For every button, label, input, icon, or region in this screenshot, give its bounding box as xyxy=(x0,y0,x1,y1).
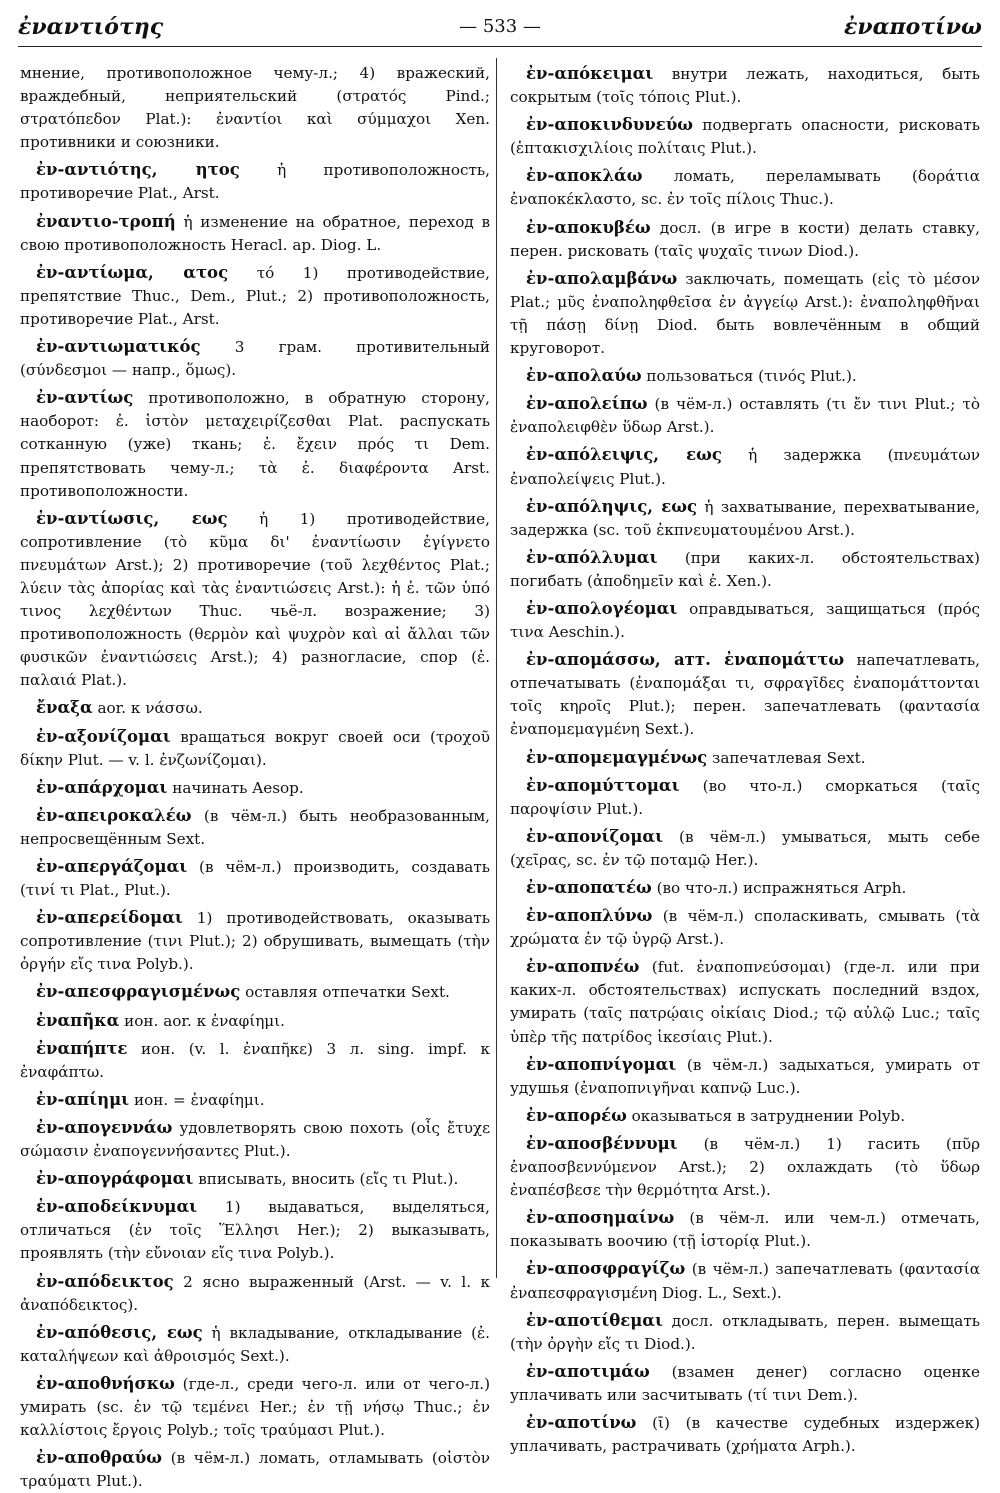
entry-definition: начинать Aesop. xyxy=(172,778,304,797)
dictionary-entry xyxy=(20,261,490,331)
entry-lemma: ἐν-απεργάζομαι xyxy=(36,857,188,876)
dictionary-entry xyxy=(510,825,980,872)
entry-definition: (в чём-л.) ломать, отламывать (οἰστὸν τραύματι Plut.). xyxy=(20,1449,490,1491)
entry-definition: (где-л., среди чего-л. или от чего-л.) умирать (sc. ἐν τῷ τεμένει Her.; ἐν τῇ νήσῳ Thuc.; ἐν καλλίστοις ἔργοις Polyb.; τοῖς τραύμασι Plut.). xyxy=(20,1374,491,1440)
dictionary-entry xyxy=(510,1360,980,1407)
entry-lemma: ἐν-αποπνίγομαι xyxy=(526,1054,677,1074)
entry-definition: досл. откладывать, перен. вымещать (τὴν ὀργὴν εἴς τι Diod.). xyxy=(510,1311,980,1353)
entry-lemma: ἐν-απολαμβάνω xyxy=(526,268,678,288)
entry-lemma: ἐν-αποκινδυνεύω xyxy=(526,115,693,135)
entry-definition: вписывать, вносить (εἴς τι Plut.). xyxy=(198,1170,459,1189)
entry-definition: (fut. ἐναποπνεύσομαι) (где-л. или при каких-л. обстоятельствах) испускать последний вздох, умирать (ταῖς πατρῴαις οἰκίαις Diod.; τῷ αὐλῷ Luc.; ταῖς ὑπὲρ τῆς πατρίδος ἱκεσίαις Plut.). xyxy=(510,958,981,1046)
entry-definition: ион. aor. к ἐναφίημι. xyxy=(124,1011,285,1030)
entry-lemma: ἐν-απολογέομαι xyxy=(526,598,678,618)
dictionary-entry xyxy=(510,746,980,770)
dictionary-entry xyxy=(20,1372,490,1442)
entry-lemma: ἐν-αντιωματικός xyxy=(36,337,201,357)
entry-lemma: ἐν-απάρχομαι xyxy=(36,777,168,797)
entry-definition: оправдываться, защищаться (πρός τινα Aeschin.). xyxy=(510,599,980,642)
dictionary-entry xyxy=(20,1195,490,1265)
entry-lemma: ἐν-απόλλυμαι xyxy=(526,547,658,567)
entry-lemma: ἔναξα xyxy=(36,698,93,718)
entry-definition: ἡ вкладывание, откладывание (ἐ. καταλήψεων καὶ ἀθροισμός Sext.). xyxy=(20,1323,490,1365)
dictionary-entry xyxy=(510,164,980,211)
entry-definition: внутри лежать, находиться, быть сокрытым (τοῖς τόποις Plut.). xyxy=(510,65,980,107)
dictionary-entry xyxy=(510,1309,980,1356)
entry-definition: (в чём-л.) 1) гасить (πῦρ ἐναποσβεννύμενον Arst.); 2) охлаждать (τὸ ὕδωρ ἐναπέσβεσε τὴν θερμότητα Arst.). xyxy=(510,1134,980,1200)
dictionary-entry xyxy=(510,955,980,1048)
dictionary-entry xyxy=(20,386,490,502)
entry-definition: (в чём-л.) умываться, мыть себе (χεῖρας, sc. ἐν τῷ ποταμῷ Her.). xyxy=(510,827,980,869)
dictionary-entry xyxy=(20,1321,490,1368)
entry-lemma: ἐν-απόθεσις, εως xyxy=(36,1322,203,1342)
entry-lemma: ἐναπήπτε xyxy=(36,1038,128,1058)
dictionary-entry xyxy=(20,1088,490,1112)
entry-definition: (в чём-л.) быть необразованным, непросвещённым Sext. xyxy=(20,806,491,848)
entry-lemma: ἐν-απορέω xyxy=(526,1105,627,1125)
entry-definition: (в чём-л. или чем-л.) отмечать, показывать воочию (τῇ ἱστορίᾳ Plut.). xyxy=(510,1209,980,1251)
entry-definition: запечатлевая Sext. xyxy=(712,748,866,767)
dictionary-entry xyxy=(510,443,980,490)
dictionary-entry xyxy=(510,216,980,263)
dictionary-entry xyxy=(510,1053,980,1100)
entry-lemma: ἐν-απονίζομαι xyxy=(526,826,664,846)
entry-lemma: ἐν-αξονίζομαι xyxy=(36,726,171,746)
dictionary-entry xyxy=(20,906,490,976)
header-right-headword: ἐναποτίνω xyxy=(843,14,982,40)
entry-definition: ἡ 1) противодействие, сопротивление (τὸ κῦμα δι' ἐναντίωσιν ἐγίγνετο πνευμάτων Arst.); 2) противоречие (τοῦ λεχθέντος Plat.; λύειν τὰς ἀπορίας καὶ τὰς ἐναντιώσεις Arst.): ἡ ἐ. τῶν ὑπό τινος λεχθέντων Thuc. чьё-л. возражение; 3) противоположность (θερμὸν καὶ ψυχρὸν καὶ αἱ ἄλλαι τῶν φυσικῶν ἐναντιώσεις Arst.); 4) разногласие, спор (ἐ. παλαιά Plat.). xyxy=(20,509,490,690)
entry-lemma: ἐν-αποκυβέω xyxy=(526,217,651,237)
entry-lemma: ἐν-απογεννάω xyxy=(36,1117,173,1137)
dictionary-entry xyxy=(510,1132,980,1202)
entry-lemma: ἐν-απερείδομαι xyxy=(36,908,183,928)
dictionary-entry xyxy=(20,1167,490,1191)
dictionary-entry xyxy=(20,1446,490,1493)
entry-definition: (в чём-л.) производить, создавать (τινί τι Plat., Plut.). xyxy=(20,858,490,900)
entry-definition: (в чём-л.) запечатлевать (φαντασία ἐναπεσφραγισμένη Diog. L., Sext.). xyxy=(510,1260,981,1302)
entry-definition: 3 грам. противительный (σύνδεσμοι — напр., ὅμως). xyxy=(20,338,490,380)
header-rule xyxy=(18,46,982,47)
dictionary-entry xyxy=(510,597,980,644)
dictionary-entry xyxy=(20,855,490,902)
entry-lemma: ἐν-απειροκαλέω xyxy=(36,805,192,825)
entry-lemma: ἐν-απομάσσω, атт. ἐναπομάττω xyxy=(526,650,845,670)
dictionary-entry xyxy=(20,776,490,800)
entry-lemma: ἐναντιο-τροπή xyxy=(36,211,176,231)
dictionary-entry xyxy=(510,546,980,593)
entry-lemma: ἐν-απομεμαγμένως xyxy=(526,747,708,767)
entry-definition: (взамен денег) согласно оценке уплачивать или засчитывать (τί τινι Dem.). xyxy=(510,1362,981,1404)
entry-lemma: ἐν-αντίωμα, ατος xyxy=(36,262,229,282)
dictionary-entry xyxy=(510,876,980,900)
entry-definition: ἡ захватывание, перехватывание, задержка (sc. τοῦ ἐκπνευματουμένου Arst.). xyxy=(510,497,981,539)
entry-definition: ἡ задержка (πνευμάτων ἐναπολείψεις Plut.). xyxy=(510,446,981,488)
header-left-headword: ἐναντιότης xyxy=(18,14,164,40)
entry-definition: подвергать опасности, рисковать (ἑπτακισχιλίοις πολίταις Plut.). xyxy=(510,116,980,158)
entry-definition: 1) выдаваться, выделяться, отличаться (ἐν τοῖς Ἕλλησι Her.); 2) выказывать, проявлять (τὴν εὔνοιαν εἴς τινα Polyb.). xyxy=(20,1198,490,1263)
entry-definition: оказываться в затруднении Polyb. xyxy=(631,1106,906,1125)
entry-definition: (в чём-л.) споласкивать, смывать (τὰ χρώματα ἐν τῷ ὑγρῷ Arst.). xyxy=(510,907,980,949)
entry-definition: 2 ясно выраженный (Arst. — v. l. к ἀναπόδεικτος). xyxy=(20,1272,490,1314)
entry-lemma: ἐν-απόλειψις, εως xyxy=(526,445,722,465)
dictionary-entry xyxy=(510,774,980,821)
entry-definition: противоположно, в обратную сторону, наоборот: ἐ. ἱστὸν μεταχειρίζεσθαι Plat. распускать сотканную (уже) ткань; ἐ. ἔχειν πρός τι Dem. препятствовать чему-л.; τὰ ἐ. διαφέροντα Arst. противоположности. xyxy=(20,389,490,500)
entry-lemma: ἐν-απεσφραγισμένως xyxy=(36,982,241,1002)
entry-lemma: ἐν-αποτίθεμαι xyxy=(526,1310,663,1330)
entry-definition: (при каких-л. обстоятельствах) погибать (ἀποδημεῖν καὶ ἐ. Xen.). xyxy=(510,548,980,590)
entry-lemma: ἐν-απολαύω xyxy=(526,366,642,386)
dictionary-entry xyxy=(510,1206,980,1253)
entry-definition: ἡ противоположность, противоречие Plat., Arst. xyxy=(20,161,491,203)
entry-definition: пользоваться (τινός Plut.). xyxy=(646,367,857,386)
dictionary-entry xyxy=(510,904,980,951)
entry-lemma: ἐν-αντίωσις, εως xyxy=(36,508,228,528)
left-column xyxy=(20,62,491,1491)
dictionary-entry xyxy=(20,507,490,693)
entry-definition: (ῑ) (в качестве судебных издержек) уплачивать, растрачивать (χρήματα Arph.). xyxy=(510,1413,980,1456)
entry-definition: aor. к νάσσω. xyxy=(97,699,203,718)
dictionary-entry xyxy=(20,210,490,257)
page-header xyxy=(18,8,982,44)
entry-lemma: ἐν-αποπατέω xyxy=(526,878,652,897)
dictionary-entry xyxy=(20,1116,490,1163)
entry-definition: удовлетворять свою похоть (οἷς ἔτυχε σώμασιν ἐναπογεννήσαντες Plut.). xyxy=(20,1118,491,1161)
entry-lemma: ἐν-απόληψις, εως xyxy=(526,496,698,516)
entry-lemma: ἐν-αποθραύω xyxy=(36,1448,162,1468)
dictionary-entry xyxy=(510,267,980,360)
dictionary-entry xyxy=(20,725,490,772)
entry-definition: оставляя отпечатки Sext. xyxy=(245,983,450,1002)
entry-lemma: ἐν-αποτιμάω xyxy=(526,1361,650,1381)
entry-lemma: ἐν-αποπνέω xyxy=(526,957,640,977)
entry-definition: ион. (v. l. ἐναπῆκε) 3 л. sing. impf. к ἐναφάπτω. xyxy=(20,1039,491,1081)
entry-lemma: ἐν-αντιότης, ητος xyxy=(36,160,240,180)
dictionary-entry xyxy=(510,364,980,388)
entry-lemma: ἐν-απογράφομαι xyxy=(36,1169,194,1189)
entry-definition: напечатлевать, отпечатывать (ἐναπομάξαι τι, σφραγῖδες ἐναπομάττονται τοῖς κηροῖς Plut.); перен. запечатлевать (φαντασία ἐναπομεμαγμένη Sext.). xyxy=(510,651,980,739)
dictionary-entry xyxy=(510,495,980,542)
dictionary-entry xyxy=(20,158,490,205)
entry-lemma: ἐν-αποσβέννυμι xyxy=(526,1133,678,1153)
entry-definition: (в чём-л.) задыхаться, умирать от удушья (ἐναποπνιγῆναι καπνῷ Luc.). xyxy=(510,1055,980,1097)
dictionary-entry xyxy=(510,648,980,741)
entry-definition: ломать, переламывать (δοράτια ἐναποκέκλαστο, sc. ἐν τοῖς πίλοις Thuc.). xyxy=(510,167,981,209)
entry-lemma: ἐν-απόκειμαι xyxy=(526,64,654,83)
entry-definition: (во что-л.) сморкаться (ταῖς παροψίσιν Plut.). xyxy=(510,776,980,818)
dictionary-entry xyxy=(20,335,490,382)
dictionary-entry xyxy=(20,62,490,154)
dictionary-entry xyxy=(20,804,490,851)
dictionary-entry xyxy=(20,1037,490,1084)
entry-lemma: ἐν-αποσημαίνω xyxy=(526,1208,675,1228)
dictionary-entry xyxy=(510,113,980,160)
entry-lemma: ἐν-αποσφραγίζω xyxy=(526,1259,686,1279)
entry-lemma: ἐν-αντίως xyxy=(36,388,134,408)
entry-definition: (во что-л.) испражняться Arph. xyxy=(656,879,907,897)
entry-lemma: ἐν-απίημι xyxy=(36,1089,130,1109)
column-divider xyxy=(496,58,497,1278)
entry-definition: ион. = ἐναφίημι. xyxy=(133,1090,265,1109)
entry-lemma: ἐν-αποπλύνω xyxy=(526,906,653,926)
entry-lemma: ἐν-απολείπω xyxy=(526,394,648,414)
entry-lemma: ἐν-αποκλάω xyxy=(526,166,643,186)
entry-definition: 1) противодействовать, оказывать сопротивление (τινι Plut.); 2) обрушивать, вымещать (τὴν ὀργήν εἴς τινα Polyb.). xyxy=(20,909,490,974)
entry-lemma: ἐν-αποθνήσκω xyxy=(36,1373,175,1393)
entry-definition: заключать, помещать (εἰς τὸ μέσον Plat.; μῦς ἐναποληφθεῖσα ἐν ἀγγείῳ Arst.): ἐναποληφθῆναι τῇ πάσῃ δίνῃ Diod. быть вовлечённым в общий круговорот. xyxy=(510,269,980,358)
entry-lemma: ἐναπῆκα xyxy=(36,1010,120,1030)
dictionary-entry xyxy=(510,62,980,109)
entry-lemma: ἐν-αποδείκνυμαι xyxy=(36,1197,198,1217)
dictionary-entry xyxy=(20,980,490,1004)
dictionary-entry xyxy=(20,1270,490,1317)
dictionary-entry xyxy=(510,1257,980,1304)
page-number: — 533 — xyxy=(459,16,541,37)
entry-definition: вращаться вокруг своей оси (τροχοῦ δίκην Plut. — v. l. ἐνζωνίζομαι). xyxy=(20,727,490,769)
entry-lemma: ἐν-απόδεικτος xyxy=(36,1271,174,1291)
entry-definition: досл. (в игре в кости) делать ставку, перен. рисковать (ταῖς ψυχαῖς τινων Diod.). xyxy=(510,218,980,260)
dictionary-entry xyxy=(20,1009,490,1033)
entry-lemma: ἐν-αποτίνω xyxy=(526,1412,637,1432)
dictionary-entry xyxy=(20,696,490,720)
dictionary-entry xyxy=(510,392,980,439)
entry-definition: мнение, противоположное чему-л.; 4) вражеский, враждебный, неприятельский (στρατός Pind.; στρατόπεδον Plat.): ἐναντίοι καὶ σύμμαχοι Xen. противники и союзники. xyxy=(20,64,490,152)
entry-definition: (в чём-л.) оставлять (τι ἔν τινι Plut.; τὸ ἐναπολειφθὲν ὕδωρ Arst.). xyxy=(510,395,980,437)
entry-lemma: ἐν-απομύττομαι xyxy=(526,775,680,795)
entry-definition: τό 1) противодействие, препятствие Thuc., Dem., Plut.; 2) противоположность, противоречие Plat., Arst. xyxy=(20,263,491,328)
right-column xyxy=(510,62,981,1456)
dictionary-entry xyxy=(510,1104,980,1128)
entry-definition: ἡ изменение на обратное, переход в свою противоположность Heracl. ap. Diog. L. xyxy=(20,212,490,254)
dictionary-entry xyxy=(510,1411,980,1458)
